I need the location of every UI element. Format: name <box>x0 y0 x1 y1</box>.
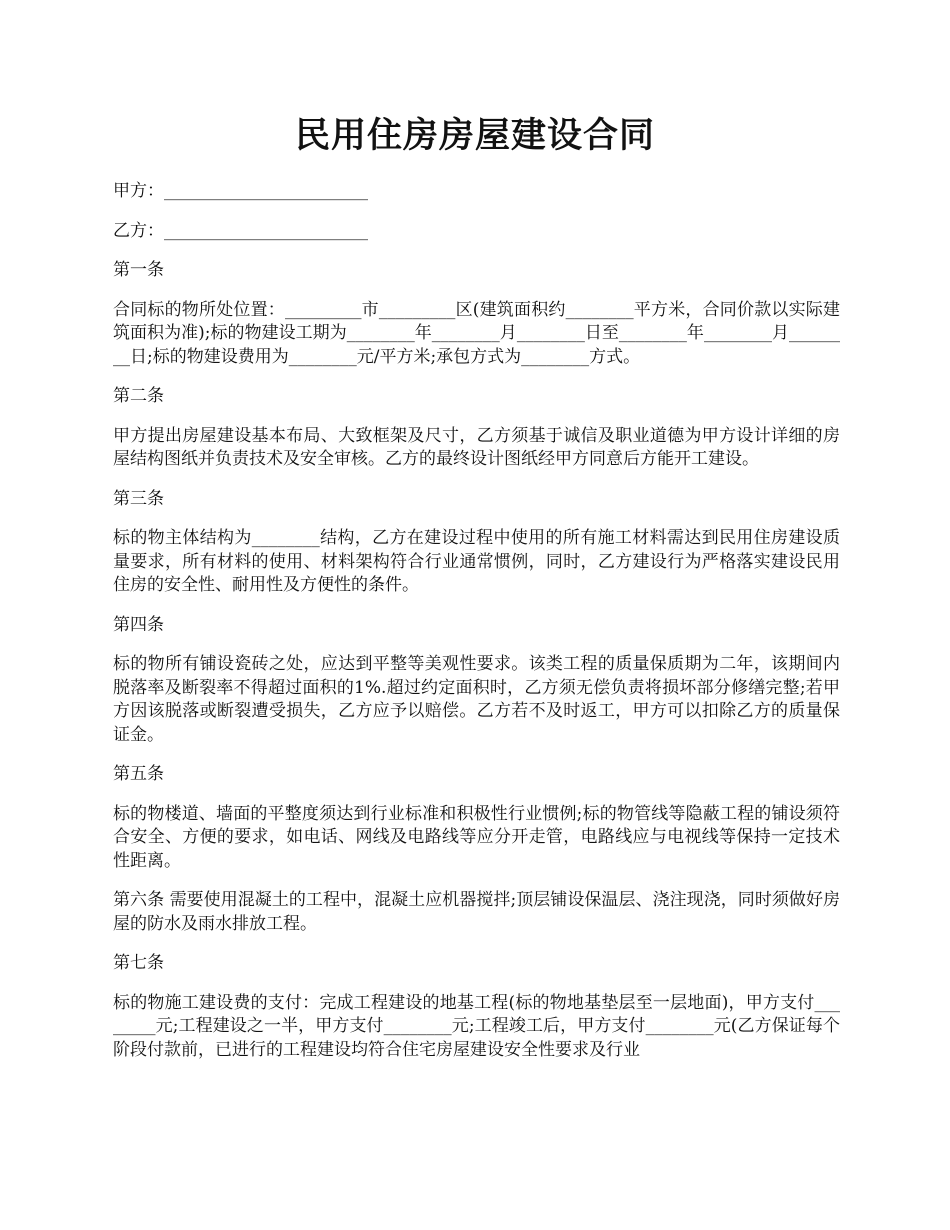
document-body <box>113 180 840 1078</box>
party-a-line: 甲方：________________________ <box>113 181 368 201</box>
article-4-body: 标的物所有铺设瓷砖之处，应达到平整等美观性要求。该类工程的质量保质期为二年，该期间内脱落率及断裂率不得超过面积的1%.超过约定面积时，乙方须无偿负责将损坏部分修缮完整;若甲方因该脱落或断裂遭受损失，乙方应予以赔偿。乙方若不及时返工，甲方可以扣除乙方的质量保证金。 <box>113 654 840 745</box>
article-3-heading: 第三条 <box>113 488 164 509</box>
article-2-heading: 第二条 <box>113 386 164 406</box>
article-2-body: 甲方提出房屋建设基本布局、大致框架及尺寸，乙方须基于诚信及职业道德为甲方设计详细的房屋结构图纸并负责技术及安全审核。乙方的最终设计图纸经甲方同意后方能开工建设。 <box>113 425 840 469</box>
article-5-body: 标的物楼道、墙面的平整度须达到行业标准和积极性行业惯例;标的物管线等隐蔽工程的铺设须符合安全、方便的要求，如电话、网线及电路线等应分开走管，电路线应与电视线等保持一定技术性距离。 <box>113 803 840 871</box>
article-1-heading: 第一条 <box>113 260 164 280</box>
article-4-heading: 第四条 <box>113 614 164 635</box>
party-b-line: 乙方：________________________ <box>113 220 368 241</box>
article-6-body: 第六条 需要使用混凝土的工程中，混凝土应机器搅拌;顶层铺设保温层、浇注现浇，同时须做好房屋的防水及雨水排放工程。 <box>113 890 840 934</box>
document-title: 民用住房房屋建设合同 <box>294 115 655 156</box>
article-1-body: 合同标的物所处位置：_________市_________区(建筑面积约________平方米，合同价款以实际建筑面积为准);标的物建设工期为________年________月________日至________年________月________日;标的物建设费用为________元/平方米;承包方式为________方式。 <box>113 299 840 367</box>
article-7-heading: 第七条 <box>113 953 164 973</box>
article-7-body: 标的物施工建设费的支付：完成工程建设的地基工程(标的物地基垫层至一层地面)，甲方支付________元;工程建设之一半，甲方支付________元;工程竣工后，甲方支付________元(乙方保证每个阶段付款前，已进行的工程建设均符合住宅房屋建设安全性要求及行业 <box>113 992 840 1060</box>
article-5-heading: 第五条 <box>113 764 164 784</box>
article-3-body: 标的物主体结构为________结构，乙方在建设过程中使用的所有施工材料需达到民用住房建设质量要求，所有材料的使用、材料架构符合行业通常惯例，同时，乙方建设行为严格落实建设民用住房的安全性、耐用性及方便性的条件。 <box>113 528 840 595</box>
